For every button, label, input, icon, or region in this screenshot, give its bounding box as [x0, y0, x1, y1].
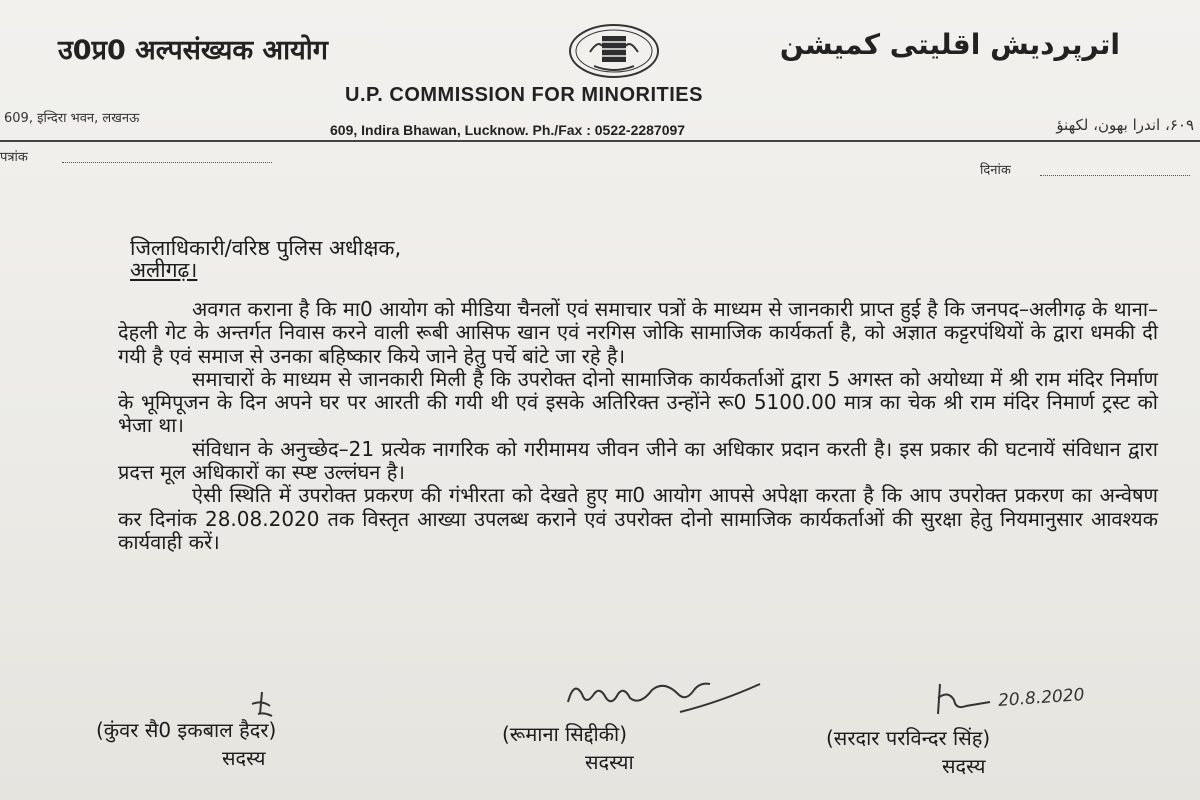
- signatory-2-name: (रूमाना सिद्दीकी): [502, 722, 628, 746]
- signatory-1-role: सदस्य: [222, 746, 266, 770]
- reference-label: पत्रांक: [0, 150, 28, 165]
- hindi-address: 609, इन्दिरा भवन, लखनऊ: [4, 111, 140, 126]
- header-divider: [0, 140, 1200, 142]
- addressee-line-1: जिलाधिकारी/वरिष्ठ पुलिस अधीक्षक,: [130, 236, 402, 260]
- commission-emblem-icon: [568, 22, 660, 80]
- body-paragraph-1: अवगत कराना है कि मा0 आयोग को मीडिया चैनलों एवं समाचार पत्रों के माध्यम से जानकारी प्राप्त हुई है कि जनपद–अलीगढ़ के थाना–देहली गेट के अन्तर्गत निवास करने वाली रूबी आसिफ खान एवं नरगिस जोकि सामाजिक कार्यकर्ता है, को अज्ञात कट्टरपंथियों के द्वारा धमकी दी गयी है एवं समाज से उनका बहिष्कार किये जाने हेतु पर्चे बांटे जा रहे है।: [118, 297, 1158, 368]
- signatory-3-role: सदस्य: [942, 754, 986, 778]
- urdu-address: ۶۰۹، اندرا بھون، لکھنؤ: [1056, 116, 1194, 134]
- signature-mark-2: [560, 672, 770, 722]
- letter-body: [118, 298, 1158, 554]
- urdu-commission-name: اترپردیش اقلیتی کمیشن: [779, 28, 1120, 61]
- date-blank: [1040, 175, 1190, 176]
- body-paragraph-4: ऐसी स्थिति में उपरोक्त प्रकरण की गंभीरता को देखते हुए मा0 आयोग आपसे अपेक्षा करता है कि आप उपरोक्त प्रकरण का अन्वेषण कर दिनांक 28.08.2020 तक विस्तृत आख्या उपलब्ध कराने एवं उपरोक्त दोनो सामाजिक कार्यकर्ताओं की सुरक्षा हेतु नियमानुसार आवश्यक कार्यवाही करें।: [118, 483, 1158, 554]
- signatory-1-name: (कुंवर सै0 इकबाल हैदर): [96, 718, 277, 742]
- date-label: दिनांक: [980, 163, 1011, 178]
- signatory-2-role: सदस्या: [585, 750, 634, 774]
- english-commission-name: U.P. COMMISSION FOR MINORITIES: [345, 84, 703, 106]
- body-paragraph-3: संविधान के अनुच्छेद–21 प्रत्येक नागरिक को गरीमामय जीवन जीने का अधिकार प्रदान करती है। इस प्रकार की घटनायें संविधान द्वारा प्रदत्त मूल अधिकारों का स्प्ष्ट उल्लंघन है।: [118, 436, 1158, 485]
- addressee-line-2: अलीगढ़।: [130, 258, 198, 282]
- signature-mark-3: [930, 680, 1000, 720]
- english-address: 609, Indira Bhawan, Lucknow. Ph./Fax : 0522-2287097: [330, 122, 686, 138]
- signatory-3-name: (सरदार परविन्दर सिंह): [826, 726, 991, 750]
- signature-date: 20.8.2020: [997, 685, 1086, 711]
- body-paragraph-2: समाचारों के माध्यम से जानकारी मिली है कि उपरोक्त दोनो सामाजिक कार्यकर्ताओं द्वारा 5 अगस्त को अयोध्या में श्री राम मंदिर निर्माण के भूमिपूजन के दिन अपने घर पर आरती की गयी थी एवं इसके अतिरिक्त उन्होंने रू0 5100.00 मात्र का चेक श्री राम मंदिर निमार्ण ट्रस्ट को भेजा था।: [118, 366, 1158, 438]
- reference-blank: [62, 162, 272, 163]
- hindi-commission-name: उ0प्र0 अल्पसंख्यक आयोग: [58, 35, 328, 66]
